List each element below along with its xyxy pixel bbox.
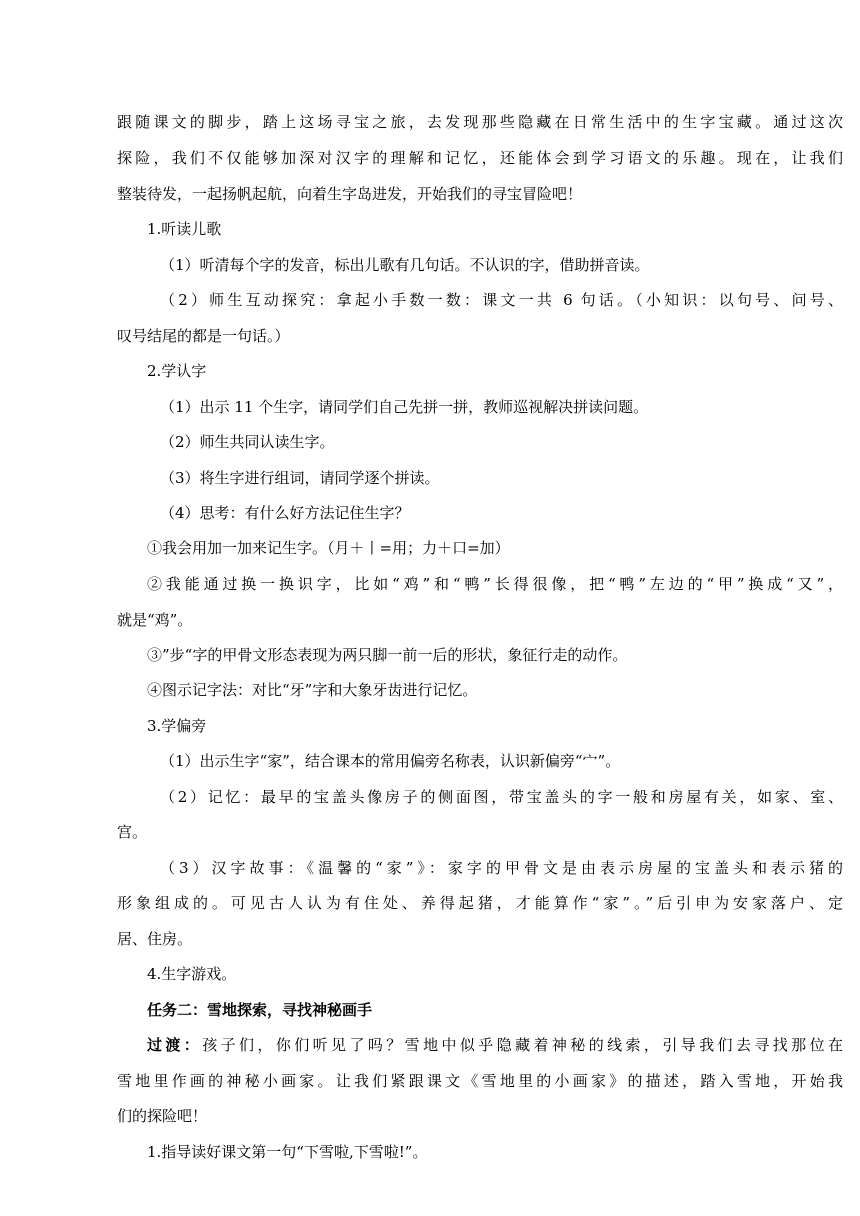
paragraph-line: 居、住房。 [117, 930, 193, 948]
paragraph-line: ①我会用加一加来记生字。（月＋丨=用；力＋口=加） [147, 539, 510, 557]
paragraph-line: 宫。 [117, 823, 148, 841]
transition-label: 过渡： [147, 1036, 203, 1054]
paragraph-line: 探险，我们不仅能够加深对汉字的理解和记忆，还能体会到学习语文的乐趣。现在，让我们 [117, 149, 843, 167]
paragraph-line: （2）师生共同认读生字。 [160, 433, 335, 451]
paragraph-line: 整装待发，一起扬帆起航，向着生字岛进发，开始我们的寻宝冒险吧！ [117, 185, 583, 203]
paragraph-line: 叹号结尾的都是一句话。） [117, 327, 290, 345]
section-heading: 2.学认字 [147, 362, 207, 380]
paragraph-line: （2）记忆：最早的宝盖头像房子的侧面图，带宝盖头的字一般和房屋有关，如家、室、 [160, 788, 843, 806]
paragraph-line: （1）出示 11 个生字，请同学们自己先拼一拼，教师巡视解决拼读问题。 [160, 398, 649, 416]
paragraph-line: ④图示记字法：对比“牙”字和大象牙齿进行记忆。 [147, 681, 478, 699]
paragraph-line: 雪地里作画的神秘小画家。让我们紧跟课文《雪地里的小画家》的描述，踏入雪地，开始我 [117, 1072, 843, 1090]
paragraph-line: （1）听清每个字的发音，标出儿歌有几句话。不认识的字，借助拼音读。 [160, 256, 650, 274]
paragraph-line: 形象组成的。可见古人认为有住处、养得起猪，才能算作“家”。”后引申为安家落户、定 [117, 894, 843, 912]
paragraph-line: ③”步“字的甲骨文形态表现为两只脚一前一后的形状，象征行走的动作。 [147, 646, 628, 664]
section-heading: 1.指导读好课文第一句“下雪啦,下雪啦!”。 [147, 1143, 428, 1161]
paragraph-line: 跟随课文的脚步，踏上这场寻宝之旅，去发现那些隐藏在日常生活中的生字宝藏。通过这次 [117, 113, 843, 131]
section-heading: 1.听读儿歌 [147, 220, 222, 238]
paragraph-line: （2）师生互动探究：拿起小手数一数：课文一共 6 句话。（小知识：以句号、问号、 [160, 291, 843, 309]
transition-text: 孩子们，你们听见了吗？雪地中似乎隐藏着神秘的线索，引导我们去寻找那位在 [202, 1036, 843, 1054]
transition-line [147, 1035, 843, 1055]
paragraph-line: （3）汉字故事：《温馨的“家”》：家字的甲骨文是由表示房屋的宝盖头和表示猪的 [160, 859, 843, 877]
section-heading: 4.生字游戏。 [147, 965, 237, 983]
task-heading: 任务二：雪地探索，寻找神秘画手 [147, 1001, 373, 1019]
paragraph-line: （4）思考：有什么好方法记住生字？ [160, 504, 410, 522]
section-heading: 3.学偏旁 [147, 717, 207, 735]
paragraph-line: ②我能通过换一换识字，比如“鸡”和“鸭”长得很像，把“鸭”左边的“甲”换成“又”， [147, 575, 843, 593]
paragraph-line: （3）将生字进行组词，请同学逐个拼读。 [160, 469, 440, 487]
paragraph-line: 就是“鸡”。 [117, 611, 193, 629]
paragraph-line: 们的探险吧！ [117, 1107, 208, 1125]
paragraph-line: （1）出示生字“家”，结合课本的常用偏旁名称表，认识新偏旁“宀”。 [160, 752, 621, 770]
